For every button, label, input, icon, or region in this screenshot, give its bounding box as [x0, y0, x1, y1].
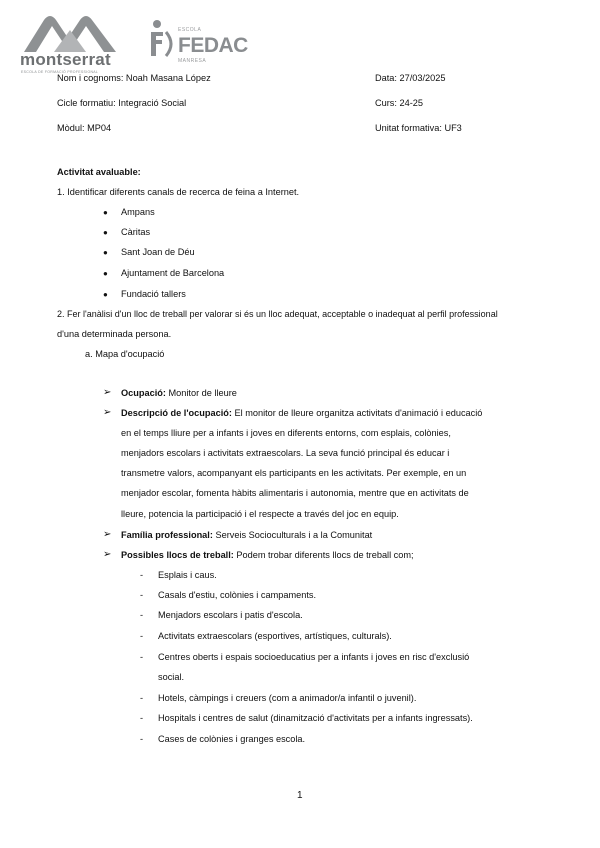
subsection-a: a. Mapa d'ocupació [85, 349, 165, 359]
ocupacio-value: Monitor de lleure [165, 388, 237, 398]
unit-field: Unitat formativa: UF3 [375, 123, 462, 133]
fedac-logo-mark-icon [148, 18, 178, 58]
list-item-label: Sant Joan de Déu [121, 247, 195, 257]
list-item: Centres oberts i espais socioeducatius per a infants i joves en risc d'exclusió [158, 652, 470, 662]
list-item: ● [103, 208, 108, 217]
arrow-bullet-icon: ➢ [103, 529, 112, 540]
montserrat-logo-mark-icon [24, 12, 116, 52]
student-name: Nom i cognoms: Noah Masana López [57, 73, 211, 83]
list-item-continuation: social. [158, 672, 185, 682]
descripcio-line-3: menjadors escolars i activitats extraescolars. La seva funció principal és educar i [121, 448, 450, 458]
descripcio-line-2: en el temps lliure per a infants i joves en diferents entorns, com esplais, colònies, [121, 428, 451, 438]
list-item-label: Ajuntament de Barcelona [121, 268, 225, 278]
module-field: Mòdul: MP04 [57, 123, 112, 133]
montserrat-logo-text: montserrat [20, 50, 111, 69]
fedac-logo-text: FEDAC [178, 34, 248, 57]
dash-bullet: - [140, 734, 144, 744]
dash-bullet: - [140, 590, 144, 600]
list-item: ● [103, 290, 108, 299]
ocupacio-label: Ocupació: [121, 388, 166, 398]
llocs-label: Possibles llocs de treball: [121, 550, 234, 560]
fedac-logo [148, 18, 258, 62]
familia-value: Serveis Socioculturals i a la Comunitat [212, 530, 373, 540]
fedac-logo-top-text: ESCOLA [178, 27, 202, 33]
descripcio-line-5: menjador escolar, fomenta hàbits alimentaris i autonomia, mentre que en activitats de [121, 488, 469, 498]
list-item: Casals d'estiu, colònies i campaments. [158, 590, 317, 600]
list-item: Hotels, càmpings i creuers (com a animador/a infantil o juvenil). [158, 693, 417, 703]
list-item-label: Fundació tallers [121, 289, 186, 299]
date-field: Data: 27/03/2025 [375, 73, 446, 83]
list-item: ● [103, 248, 108, 257]
descripcio-label: Descripció de l'ocupació: [121, 408, 232, 418]
arrow-bullet-icon: ➢ [103, 549, 112, 560]
ocupacio-row [121, 387, 237, 400]
dash-bullet: - [140, 713, 144, 723]
familia-label: Família professional: [121, 530, 213, 540]
fedac-logo-bottom-text: MANRESA [178, 58, 207, 64]
activity-title: Activitat avaluable: [57, 167, 141, 177]
list-item: Esplais i caus. [158, 570, 217, 580]
descripcio-line-6: lleure, potencia la participació i el respecte a través del joc en equip. [121, 509, 399, 519]
dash-bullet: - [140, 631, 144, 641]
dash-bullet: - [140, 610, 144, 620]
arrow-bullet-icon: ➢ [103, 387, 112, 398]
list-item-label: Càritas [121, 227, 151, 237]
question-1: 1. Identificar diferents canals de recerca de feina a Internet. [57, 187, 300, 197]
dash-bullet: - [140, 570, 144, 580]
list-item: Cases de colònies i granges escola. [158, 734, 306, 744]
descripcio-text: El monitor de lleure organitza activitats d'animació i educació [231, 408, 483, 418]
list-item: ● [103, 228, 108, 237]
dash-bullet: - [140, 652, 144, 662]
list-item-label: Ampans [121, 207, 155, 217]
descripcio-line-4: transmetre valors, acompanyant els participants en les activitats. Per exemple, en un [121, 468, 467, 478]
list-item: Activitats extraescolars (esportives, artístiques, culturals). [158, 631, 392, 641]
montserrat-logo [20, 12, 120, 74]
familia-row [121, 529, 372, 542]
arrow-bullet-icon: ➢ [103, 407, 112, 418]
question-2-line-2: d'una determinada persona. [57, 329, 172, 339]
montserrat-logo-subtitle: ESCOLA DE FORMACIÓ PROFESSIONAL [21, 70, 99, 74]
list-item: ● [103, 269, 108, 278]
list-item: Hospitals i centres de salut (dinamització d'activitats per a infants ingressats). [158, 713, 473, 723]
llocs-row [121, 549, 414, 562]
descripcio-line-1 [121, 407, 482, 420]
list-item: Menjadors escolars i patis d'escola. [158, 610, 303, 620]
question-2-line-1: 2. Fer l'anàlisi d'un lloc de treball per valorar si és un lloc adequat, acceptable o inadequat al perfil professional [57, 309, 498, 319]
dash-bullet: - [140, 693, 144, 703]
course-field: Curs: 24-25 [375, 98, 424, 108]
page-number: 1 [297, 790, 303, 801]
cycle-field: Cicle formatiu: Integració Social [57, 98, 187, 108]
llocs-value: Podem trobar diferents llocs de treball com; [233, 550, 414, 560]
